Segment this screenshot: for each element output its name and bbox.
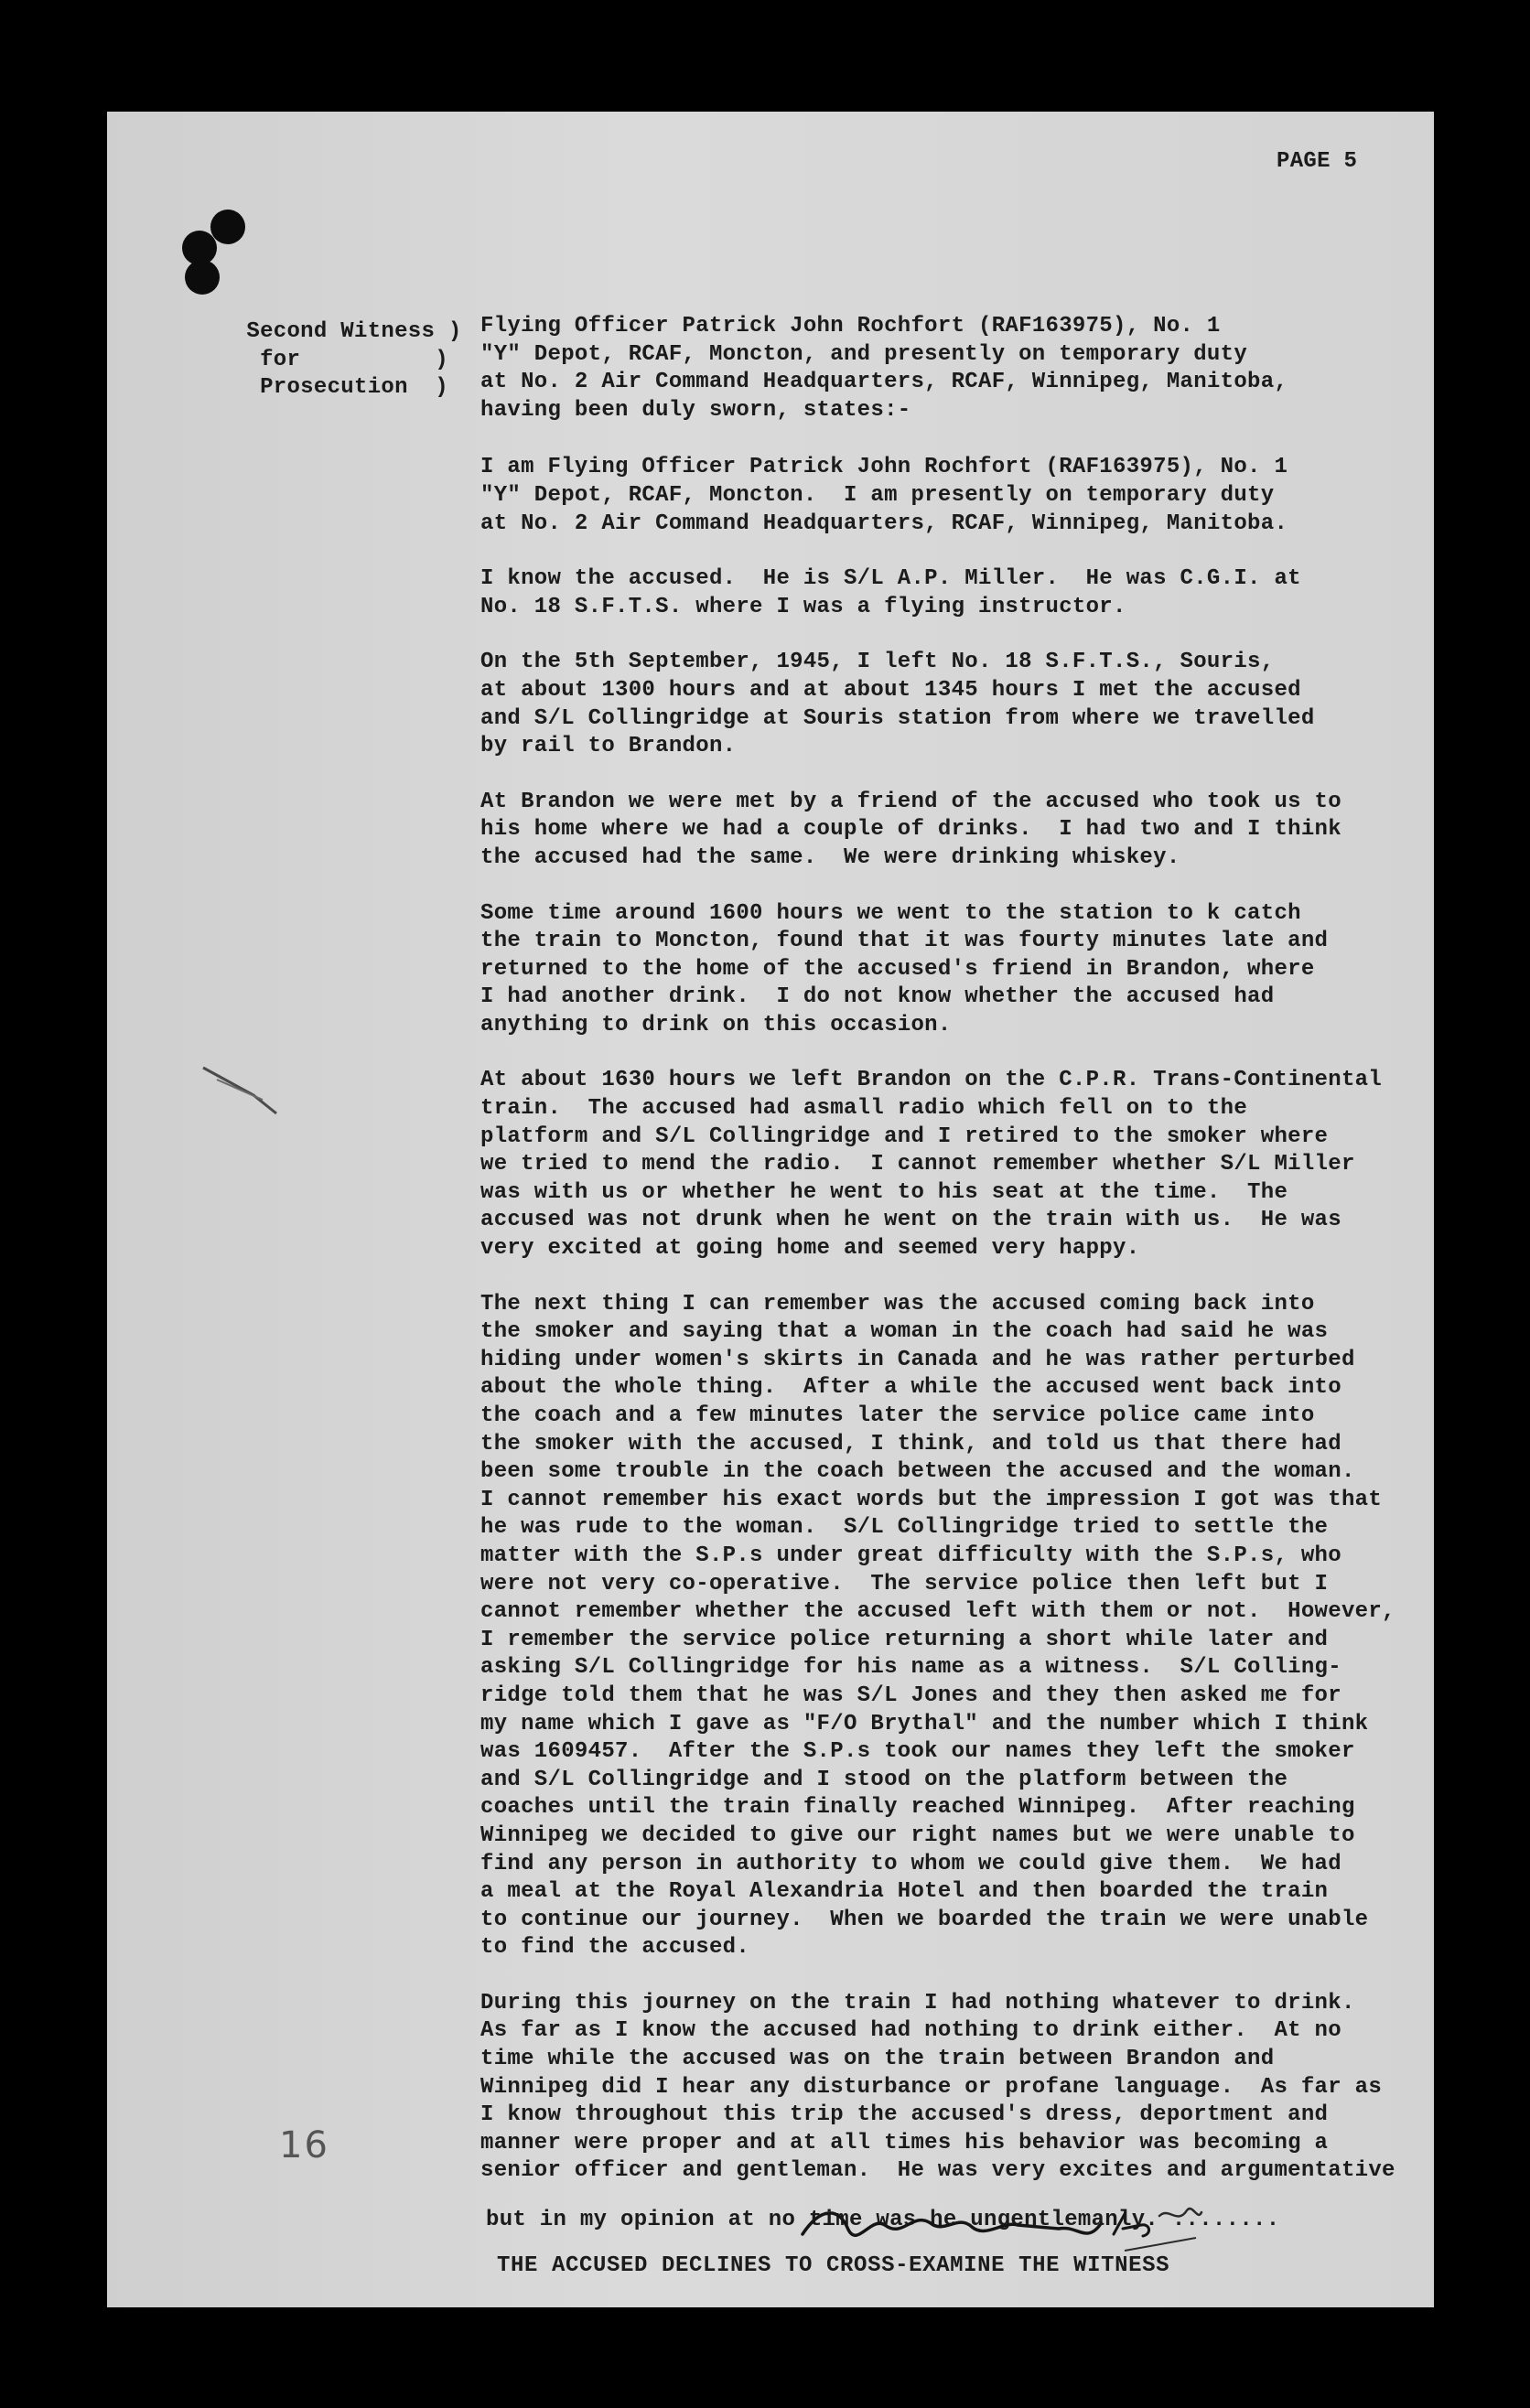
paragraph-incident: The next thing I can remember was the accused coming back into the smoker and saying that a woman in the coach had said he was hiding under women's skirts in Canada and he was rather perturbed about the whole thing. After a while the accused went back into the coach and a few minutes later the service police came into the smoker with the accused, I think, and told us that there had been some trouble in the coach between the accused and the woman. I cannot remember his exact words but the impression I got was that he was rude to the woman. S/L Collingridge tried to settle the matter with the S.P.s under great difficulty with the S.P.s, who were not very co-operative. The service police then left but I cannot remember whether the accused left with them or not. However, I remember the service police returning a short while later and asking S/L Collingridge for his name as a witness. S/L Colling- ridge told them that he was S/L Jones and they then asked me for my name which I gave as "F/O Brythal" and the number which I think was 1609457. After the S.P.s took our names they left the smoker and S/L Collingridge and I stood on the platform between the coaches until the train finally reached Winnipeg. After reaching Winnipeg we decided to give our right names but we were unable to find any person in authority to whom we could give them. We had a meal at the Royal Alexandria Hotel and then boarded the train to continue our journey. When we boarded the train we were unable to find the accused. [480,1291,1395,1961]
footer-statement: THE ACCUSED DECLINES TO CROSS-EXAMINE THE WITNESS [497,2253,1170,2278]
paragraph-train: At about 1630 hours we left Brandon on the C.P.R. Trans-Continental train. The accused had asmall radio which fell on to the platform and S/L Collingridge and I retired to the smoker where we tried to mend the radio. I cannot remember whether S/L Miller was with us or whether he went to his seat at the time. The accused was not drunk when he went on the train with us. He was very excited at going home and seemed very happy. [480,1068,1383,1262]
paragraph-brandon: At Brandon we were met by a friend of the accused who took us to his home where we had a couple of drinks. I had two and I think the accused had the same. We were drinking whiskey. [480,789,1341,870]
paragraph-oath: Flying Officer Patrick John Rochfort (RAF163975), No. 1 "Y" Depot, RCAF, Moncton, and presently on temporary duty at No. 2 Air Command Headquarters, RCAF, Winnipeg, Manitoba, having been duly sworn, states:- [480,314,1288,423]
punch-hole [185,260,220,295]
witness-label [217,318,491,403]
closing-line: but in my opinion at no time was he ungentlemanly. ........ [486,2208,1280,2232]
paragraph-conduct: During this journey on the train I had nothing whatever to drink. As far as I know the accused had nothing to drink either. At no time while the accused was on the train between Brandon and Winnipeg did I hear any disturbance or profane language. As far as I know throughout this trip the accused's dress, deportment and manner were proper and at all times his behavior was becoming a senior officer and gentleman. He was very excites and argumentative [480,1990,1395,2184]
testimony-body [480,313,1434,2213]
paragraph-know-accused: I know the accused. He is S/L A.P. Miller. He was C.G.I. at No. 18 S.F.T.S. where I was a flying instructor. [480,566,1301,619]
witness-label-line: for ) [260,347,448,372]
paragraph-identity: I am Flying Officer Patrick John Rochfort (RAF163975), No. 1 "Y" Depot, RCAF, Moncton. I am presently on temporary duty at No. 2 Air Command Headquarters, RCAF, Winnipeg, Manitoba. [480,455,1288,536]
paragraph-station: Some time around 1600 hours we went to the station to k catch the train to Moncton, found that it was fourty minutes late and returned to the home of the accused's friend in Brandon, where I had another drink. I do not know whether the accused had anything to drink on this occasion. [480,900,1329,1037]
signature-dots: ........ [1171,2208,1280,2232]
paragraph-departure: On the 5th September, 1945, I left No. 18 S.F.T.S., Souris, at about 1300 hours and at about 1345 hours I met the accused and S/L Collingridge at Souris station from where we travelled by rail to Brandon. [480,650,1315,759]
punch-hole [210,210,245,244]
archive-number: 16 [279,2124,329,2166]
page-number: PAGE 5 [1277,149,1358,174]
pencil-tick-mark [199,1063,281,1118]
witness-label-line: Prosecution ) [260,375,448,401]
document-page [107,112,1434,2307]
witness-label-line: Second Witness ) [246,319,462,344]
